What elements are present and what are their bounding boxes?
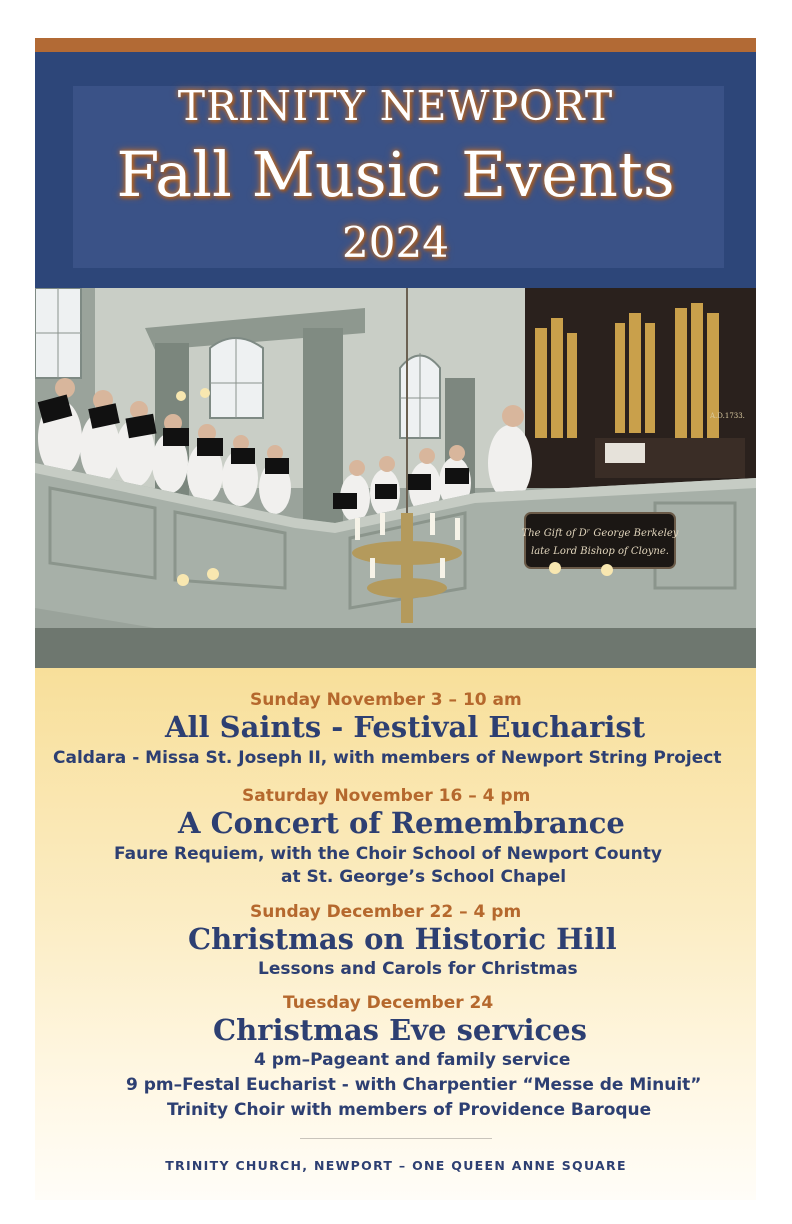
choir-loft-photo (35, 288, 756, 668)
event-description: Caldara - Missa St. Joseph II, with members of Newport String Project (53, 748, 722, 768)
top-accent-bar (35, 38, 756, 52)
header-title: Fall Music Events (116, 138, 675, 211)
organ-inscription: A.D.1733. (710, 412, 745, 420)
footer-address: TRINITY CHURCH, NEWPORT – ONE QUEEN ANNE SQUARE (165, 1158, 627, 1173)
event-title: All Saints - Festival Eucharist (165, 710, 646, 744)
plaque-line-1: The Gift of Dʳ George Berkeley (521, 528, 679, 539)
event-date: Tuesday December 24 (283, 993, 494, 1013)
event-description: at St. George’s School Chapel (281, 867, 567, 887)
event-description: 4 pm–Pageant and family service (254, 1050, 571, 1070)
event-title: A Concert of Remembrance (178, 806, 625, 840)
header-church-name: TRINITY NEWPORT (177, 82, 614, 130)
event-description: Trinity Choir with members of Providence Baroque (167, 1100, 652, 1120)
plaque-line-2: late Lord Bishop of Cloyne. (531, 546, 669, 557)
event-date: Sunday November 3 – 10 am (250, 690, 522, 710)
event-title: Christmas Eve services (213, 1013, 587, 1047)
event-title: Christmas on Historic Hill (188, 922, 617, 956)
event-date: Sunday December 22 – 4 pm (250, 902, 522, 922)
event-description: 9 pm–Festal Eucharist - with Charpentier “Messe de Minuit” (126, 1075, 702, 1095)
event-date: Saturday November 16 – 4 pm (242, 786, 531, 806)
event-description: Lessons and Carols for Christmas (258, 959, 578, 979)
footer-divider (300, 1138, 492, 1139)
event-description: Faure Requiem, with the Choir School of Newport County (114, 844, 662, 864)
choir-loft-illustration (35, 288, 756, 668)
header-banner (35, 52, 756, 288)
header-year: 2024 (342, 218, 449, 267)
